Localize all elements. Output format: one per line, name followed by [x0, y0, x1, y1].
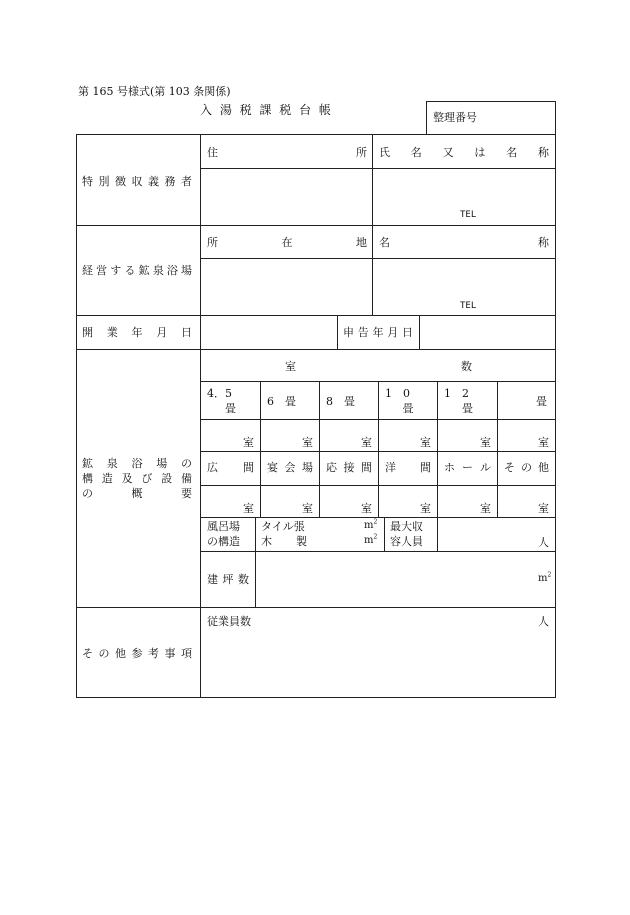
employees-label: 従業員数 [207, 615, 251, 628]
hall-header-5: ホ ー ル [444, 461, 491, 474]
obligor-address-field[interactable] [201, 169, 372, 225]
hall-room-field-4[interactable] [379, 486, 436, 517]
obligor-name-label: 氏 名 又 は 名 称 [379, 146, 549, 159]
facility-name-label: 名 称 [379, 236, 549, 249]
facility-location-label: 所 在 地 [207, 236, 367, 249]
size-room-unit-2: 室 [302, 436, 313, 449]
overview-label-line-3: の 概 要 [82, 487, 192, 500]
hall-header-2: 宴 会 場 [267, 461, 313, 474]
size-room-unit-3: 室 [361, 436, 372, 449]
size-room-field-6[interactable] [498, 420, 554, 451]
size-header-4-top: 1 0 [385, 387, 410, 400]
hall-room-unit-6: 室 [538, 502, 549, 515]
size-room-unit-4: 室 [420, 436, 431, 449]
facility-tel-label: TEL [460, 301, 477, 311]
employees-unit: 人 [538, 615, 549, 628]
form-title: 入 湯 税 課 税 台 帳 [200, 103, 333, 117]
hall-room-field-3[interactable] [320, 486, 377, 517]
obligor-address-label: 住 所 [207, 146, 367, 159]
bath-type-tile: タイル張 [261, 520, 305, 533]
floor-area-unit: $m^2$ [538, 571, 552, 584]
other-notes-field[interactable] [201, 608, 555, 696]
size-room-field-1[interactable] [201, 420, 259, 451]
bath-label-line-2: の構造 [207, 535, 240, 548]
bath-label-line-1: 風呂場 [207, 520, 240, 533]
bath-type-wood: 木 製 [261, 535, 307, 548]
open-date-label: 開 業 年 月 日 [82, 326, 192, 339]
hall-room-field-2[interactable] [261, 486, 318, 517]
size-room-field-4[interactable] [379, 420, 436, 451]
hall-room-unit-1: 室 [243, 502, 254, 515]
obligor-tel-label: TEL [460, 210, 477, 220]
hall-room-field-1[interactable] [201, 486, 259, 517]
hall-header-4: 洋 間 [385, 461, 431, 474]
overview-label-line-1: 鉱 泉 浴 場 の [82, 457, 192, 470]
size-room-field-5[interactable] [438, 420, 496, 451]
size-room-field-2[interactable] [261, 420, 318, 451]
hall-room-unit-4: 室 [420, 502, 431, 515]
hall-header-1: 広 間 [207, 461, 254, 474]
floor-area-label: 建 坪 数 [207, 573, 249, 586]
overview-label-line-2: 構 造 及 び 設 備 [82, 472, 192, 485]
report-date-field[interactable] [420, 316, 555, 349]
reference-number-label: 整理番号 [433, 111, 477, 124]
capacity-label-line-2: 容人員 [390, 535, 423, 548]
size-header-4-bottom: 畳 [402, 402, 414, 415]
bath-tile-area-unit: $m^2$ [364, 518, 378, 531]
size-header-5-bottom: 畳 [462, 402, 473, 415]
size-header-1-top: 4．5 [207, 387, 232, 400]
capacity-unit: 人 [538, 536, 549, 549]
size-header-1-bottom: 畳 [225, 402, 236, 415]
obligor-label: 特 別 徴 収 義 務 者 [82, 175, 192, 188]
size-room-unit-5: 室 [480, 436, 491, 449]
hall-room-unit-3: 室 [361, 502, 372, 515]
open-date-field[interactable] [201, 316, 337, 349]
size-room-unit-1: 室 [243, 436, 254, 449]
hall-room-field-6[interactable] [498, 486, 554, 517]
report-date-label: 申 告 年 月 日 [343, 326, 413, 339]
facility-location-field[interactable] [201, 259, 372, 315]
hall-header-3: 応 接 間 [326, 461, 372, 474]
size-header-5-top: 1 2 [444, 387, 469, 400]
other-notes-label: そ の 他 参 考 事 項 [82, 647, 192, 660]
rooms-count-header: 室 数 [285, 360, 472, 373]
bath-wood-area-unit: $m^2$ [364, 533, 378, 546]
facility-label: 経 営 す る 鉱 泉 浴 場 [82, 264, 192, 277]
hall-header-6: そ の 他 [504, 461, 549, 474]
hall-room-unit-5: 室 [480, 502, 491, 515]
size-header-2: 6 畳 [267, 395, 296, 408]
capacity-label-line-1: 最大収 [390, 520, 423, 533]
size-room-unit-6: 室 [538, 436, 549, 449]
size-room-field-3[interactable] [320, 420, 377, 451]
hall-room-field-5[interactable] [438, 486, 496, 517]
size-header-6: 畳 [536, 395, 547, 408]
form-number: 第 165 号様式(第 103 条関係) [78, 85, 231, 98]
floor-area-field[interactable] [256, 552, 555, 607]
size-header-3: 8 畳 [326, 395, 355, 408]
hall-room-unit-2: 室 [302, 502, 313, 515]
